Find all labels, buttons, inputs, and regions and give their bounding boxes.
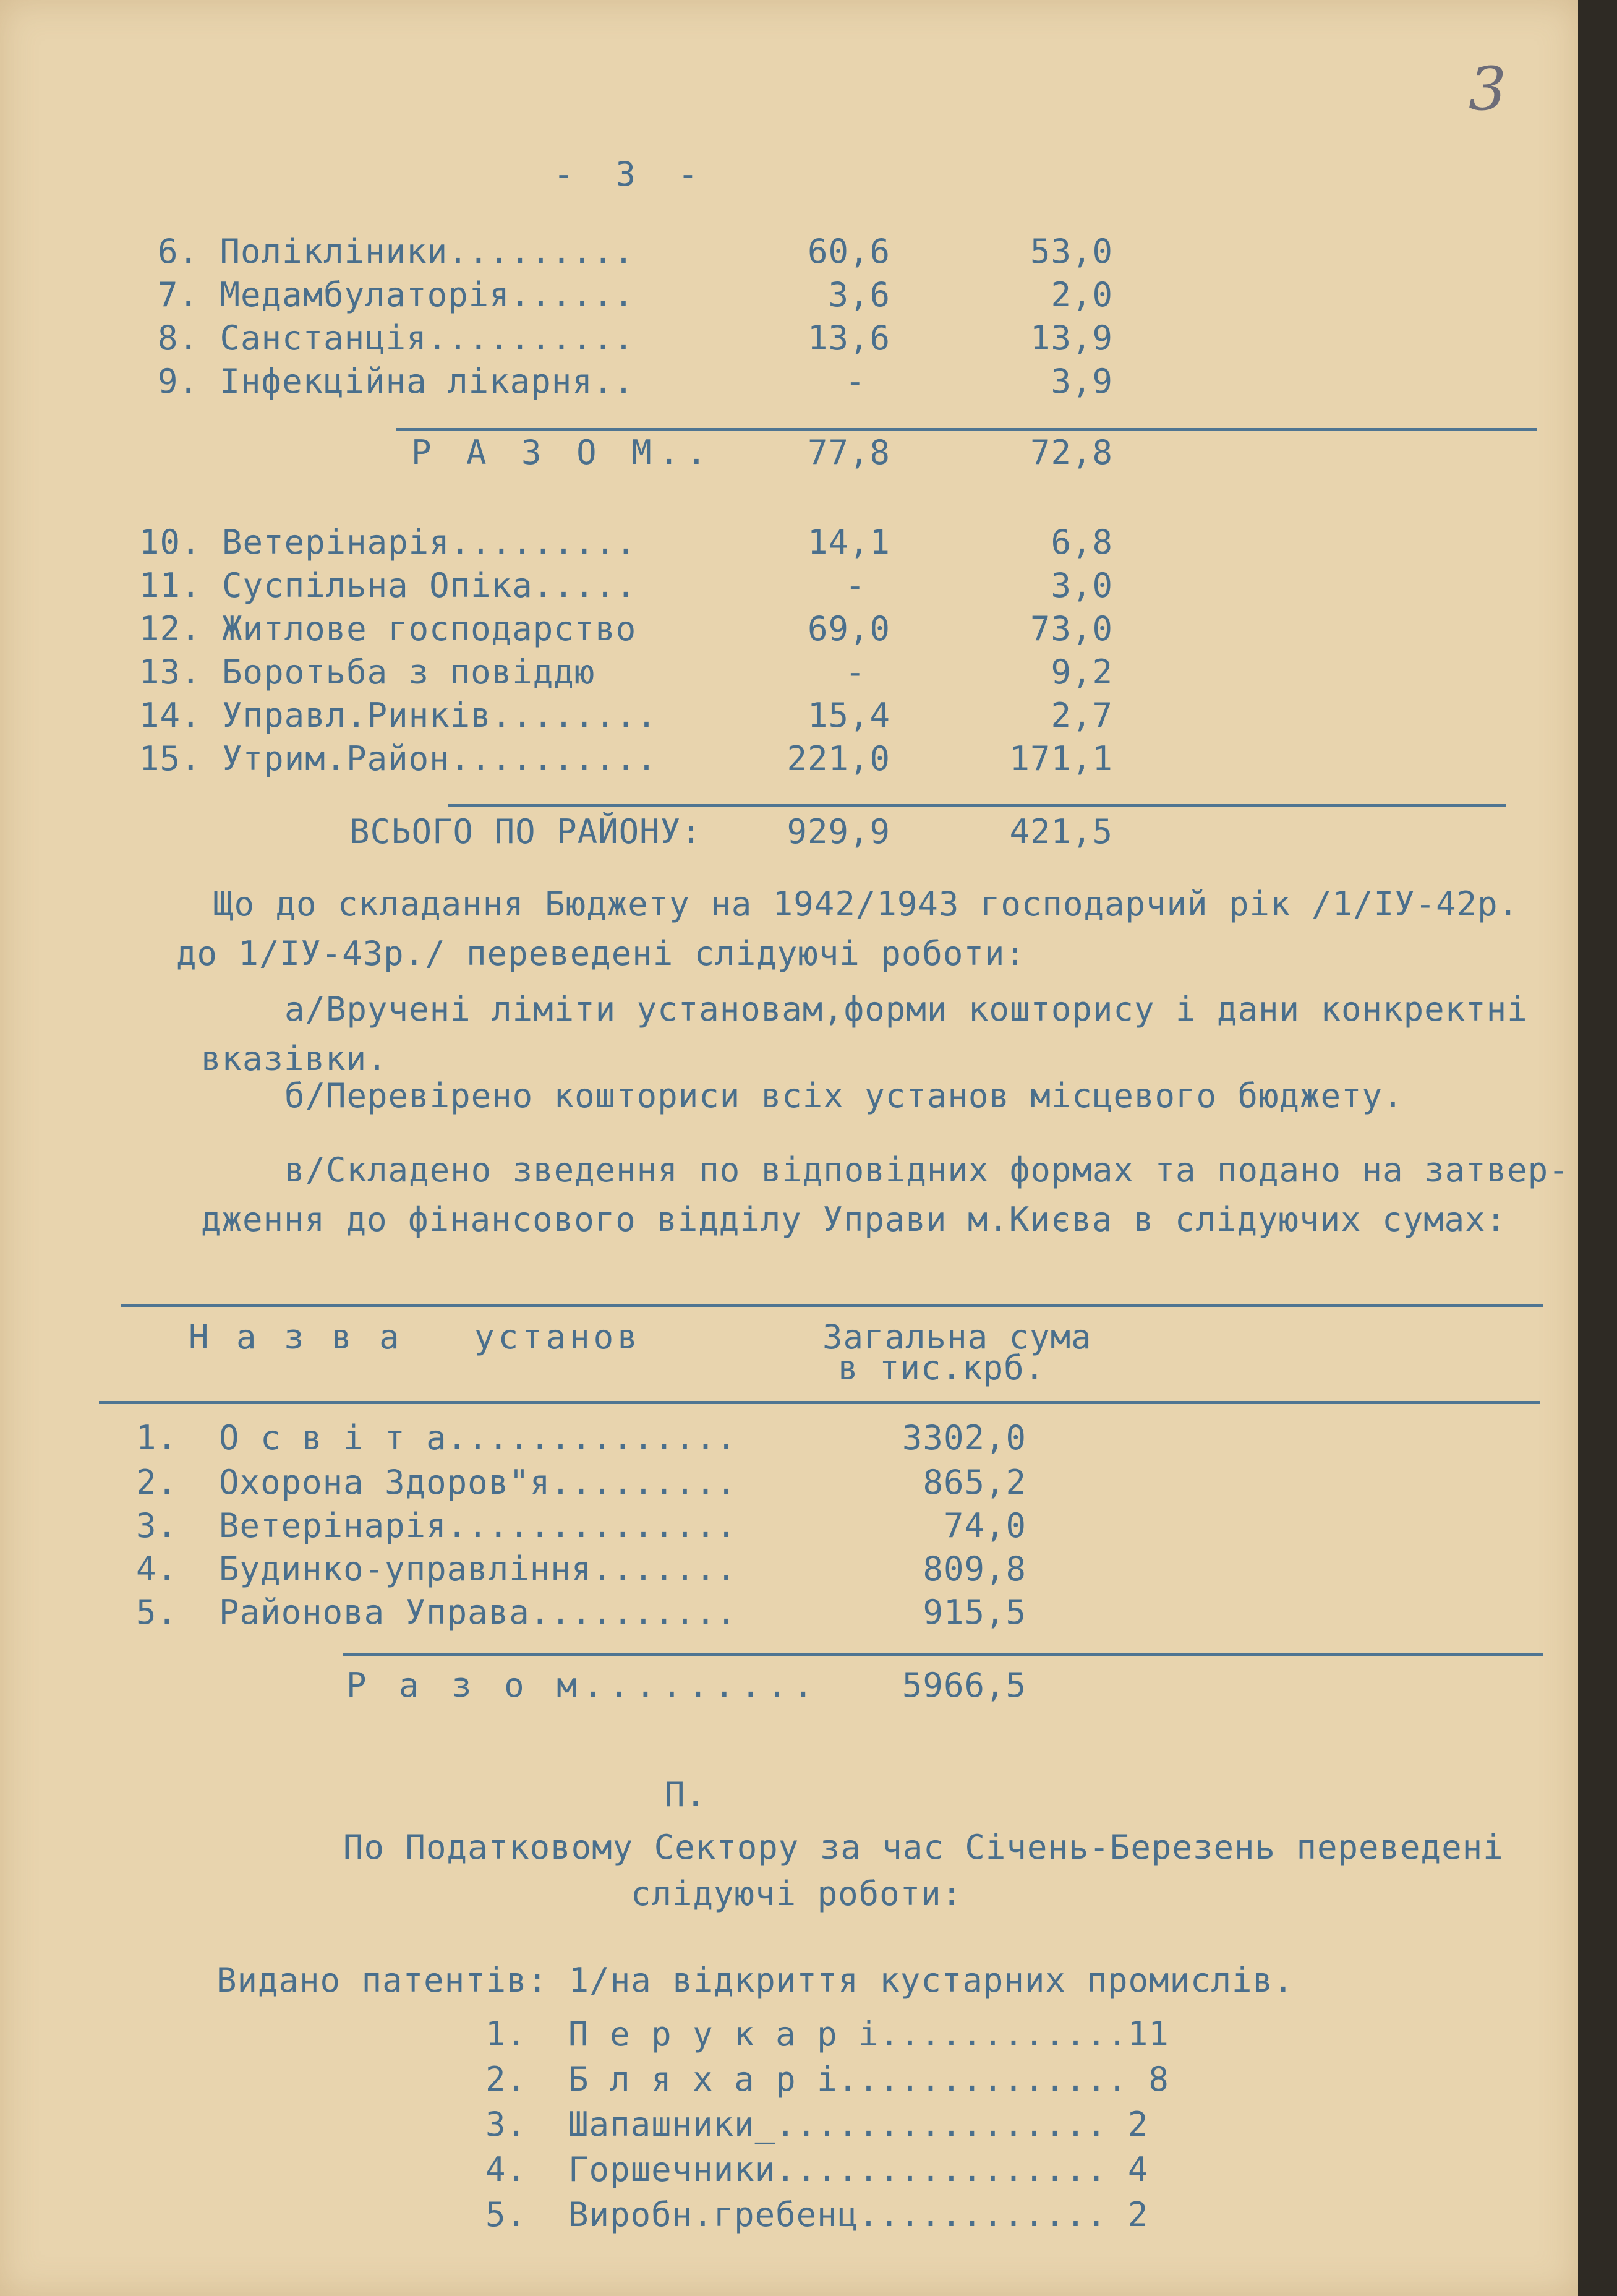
table-row-label: 1. О с в і т а.............. bbox=[136, 1418, 737, 1457]
health-row-v1: 60,6 bbox=[807, 232, 890, 271]
expense-row-v2: 6,8 bbox=[1051, 523, 1113, 562]
expense-row-v2: 9,2 bbox=[1051, 653, 1113, 692]
expense-row-v1: 69,0 bbox=[807, 609, 890, 648]
subtotal-rule bbox=[396, 428, 1537, 431]
table-row-value: 74,0 bbox=[943, 1506, 1026, 1545]
table-top-rule bbox=[121, 1304, 1543, 1307]
patent-item: 2. Б л я х а р і.............. 8 bbox=[485, 2060, 1169, 2099]
health-row-v1: 3,6 bbox=[828, 275, 890, 314]
expense-row-v1: 14,1 bbox=[807, 523, 890, 562]
expense-row-v2: 2,7 bbox=[1051, 696, 1113, 735]
table-row-value: 865,2 bbox=[923, 1463, 1026, 1502]
table-header-name: Н а з в а установ bbox=[189, 1317, 641, 1356]
table-row-label: 5. Районова Управа.......... bbox=[136, 1593, 737, 1632]
expense-row-v2: 3,0 bbox=[1051, 566, 1113, 605]
table-header-sum: Загальна сума bbox=[822, 1317, 1092, 1356]
patent-item: 1. П е р у к а р і............11 bbox=[485, 2015, 1169, 2054]
scan-dark-edge bbox=[1578, 0, 1617, 2296]
table-row-label: 4. Будинко-управління....... bbox=[136, 1549, 737, 1588]
expense-row-label: 15. Утрим.Район.......... bbox=[139, 739, 657, 778]
health-row-v1: - bbox=[845, 362, 866, 401]
patent-item: 5. Виробн.гребенц............ 2 bbox=[485, 2195, 1149, 2234]
table-total-rule bbox=[343, 1653, 1543, 1656]
item-b: б/Перевірено кошториси всіх установ місцевого бюджету. bbox=[284, 1076, 1404, 1115]
health-total-v1: 77,8 bbox=[807, 433, 890, 472]
budget-paragraph-line: до 1/ІУ-43р./ переведені слідуючі роботи: bbox=[176, 934, 1026, 973]
table-row-label: 3. Ветерінарія.............. bbox=[136, 1506, 737, 1545]
expense-row-label: 12. Житлове господарство bbox=[139, 609, 637, 648]
item-c-line: дження до фінансового відділу Управи м.Києва в слідуючих сумах: bbox=[201, 1200, 1507, 1239]
expense-row-v1: 15,4 bbox=[807, 696, 890, 735]
patent-item: 4. Горшечники................ 4 bbox=[485, 2150, 1149, 2189]
health-row-v1: 13,6 bbox=[807, 319, 890, 358]
table-row-value: 915,5 bbox=[923, 1593, 1026, 1632]
expense-row-v1: 221,0 bbox=[787, 739, 890, 778]
budget-paragraph-line: Що до складання Бюджету на 1942/1943 господарчий рік /1/ІУ-42р. bbox=[213, 885, 1519, 923]
health-total-v2: 72,8 bbox=[1030, 433, 1113, 472]
handwritten-page-number: 3 bbox=[1469, 54, 1507, 124]
expense-row-v2: 171,1 bbox=[1009, 739, 1113, 778]
district-total-label: ВСЬОГО ПО РАЙОНУ: bbox=[349, 812, 702, 851]
health-row-label: 8. Санстанція.......... bbox=[158, 319, 634, 358]
expense-row-v1: - bbox=[845, 566, 866, 605]
table-total-label: Р а з о м......... bbox=[346, 1666, 820, 1705]
expense-row-label: 11. Суспільна Опіка..... bbox=[139, 566, 637, 605]
section-ii-line: слідуючі роботи: bbox=[631, 1874, 963, 1913]
section-ii-numeral: П. bbox=[665, 1775, 707, 1814]
item-a-line: а/Вручені ліміти установам,форми кошторису і дани конкректні bbox=[284, 990, 1528, 1029]
table-header-sum-unit: в тис.крб. bbox=[838, 1348, 1046, 1387]
expense-row-label: 13. Боротьба з повіддю bbox=[139, 653, 595, 692]
patent-item: 3. Шапашники_................ 2 bbox=[485, 2105, 1149, 2144]
table-row-value: 809,8 bbox=[923, 1549, 1026, 1588]
health-total-label: Р А З О М.. bbox=[411, 433, 714, 472]
health-row-v2: 53,0 bbox=[1030, 232, 1113, 271]
health-row-label: 7. Медамбулаторія...... bbox=[158, 275, 634, 314]
item-a-line: вказівки. bbox=[201, 1039, 388, 1078]
section-ii-line: По Податковому Сектору за час Січень-Березень переведені bbox=[343, 1828, 1504, 1867]
item-c-line: в/Складено зведення по відповідних формах та подано на затвер- bbox=[284, 1150, 1569, 1189]
page-header: - 3 - bbox=[553, 155, 699, 194]
expense-row-v2: 73,0 bbox=[1030, 609, 1113, 648]
table-total-value: 5966,5 bbox=[902, 1666, 1026, 1705]
district-total-v2: 421,5 bbox=[1009, 812, 1113, 851]
health-row-v2: 2,0 bbox=[1051, 275, 1113, 314]
district-total-v1: 929,9 bbox=[787, 812, 890, 851]
expense-row-label: 10. Ветерінарія......... bbox=[139, 523, 637, 562]
expense-row-v1: - bbox=[845, 653, 866, 692]
patents-intro: Видано патентів: 1/на відкриття кустарних промислів. bbox=[216, 1961, 1294, 2000]
table-header-rule bbox=[99, 1401, 1540, 1404]
health-row-label: 6. Полікліники......... bbox=[158, 232, 634, 271]
table-row-value: 3302,0 bbox=[902, 1418, 1026, 1457]
total-rule bbox=[448, 804, 1506, 807]
health-row-v2: 3,9 bbox=[1051, 362, 1113, 401]
expense-row-label: 14. Управл.Ринків........ bbox=[139, 696, 657, 735]
table-row-label: 2. Охорона Здоров"я......... bbox=[136, 1463, 737, 1502]
health-row-label: 9. Інфекційна лікарня.. bbox=[158, 362, 634, 401]
health-row-v2: 13,9 bbox=[1030, 319, 1113, 358]
